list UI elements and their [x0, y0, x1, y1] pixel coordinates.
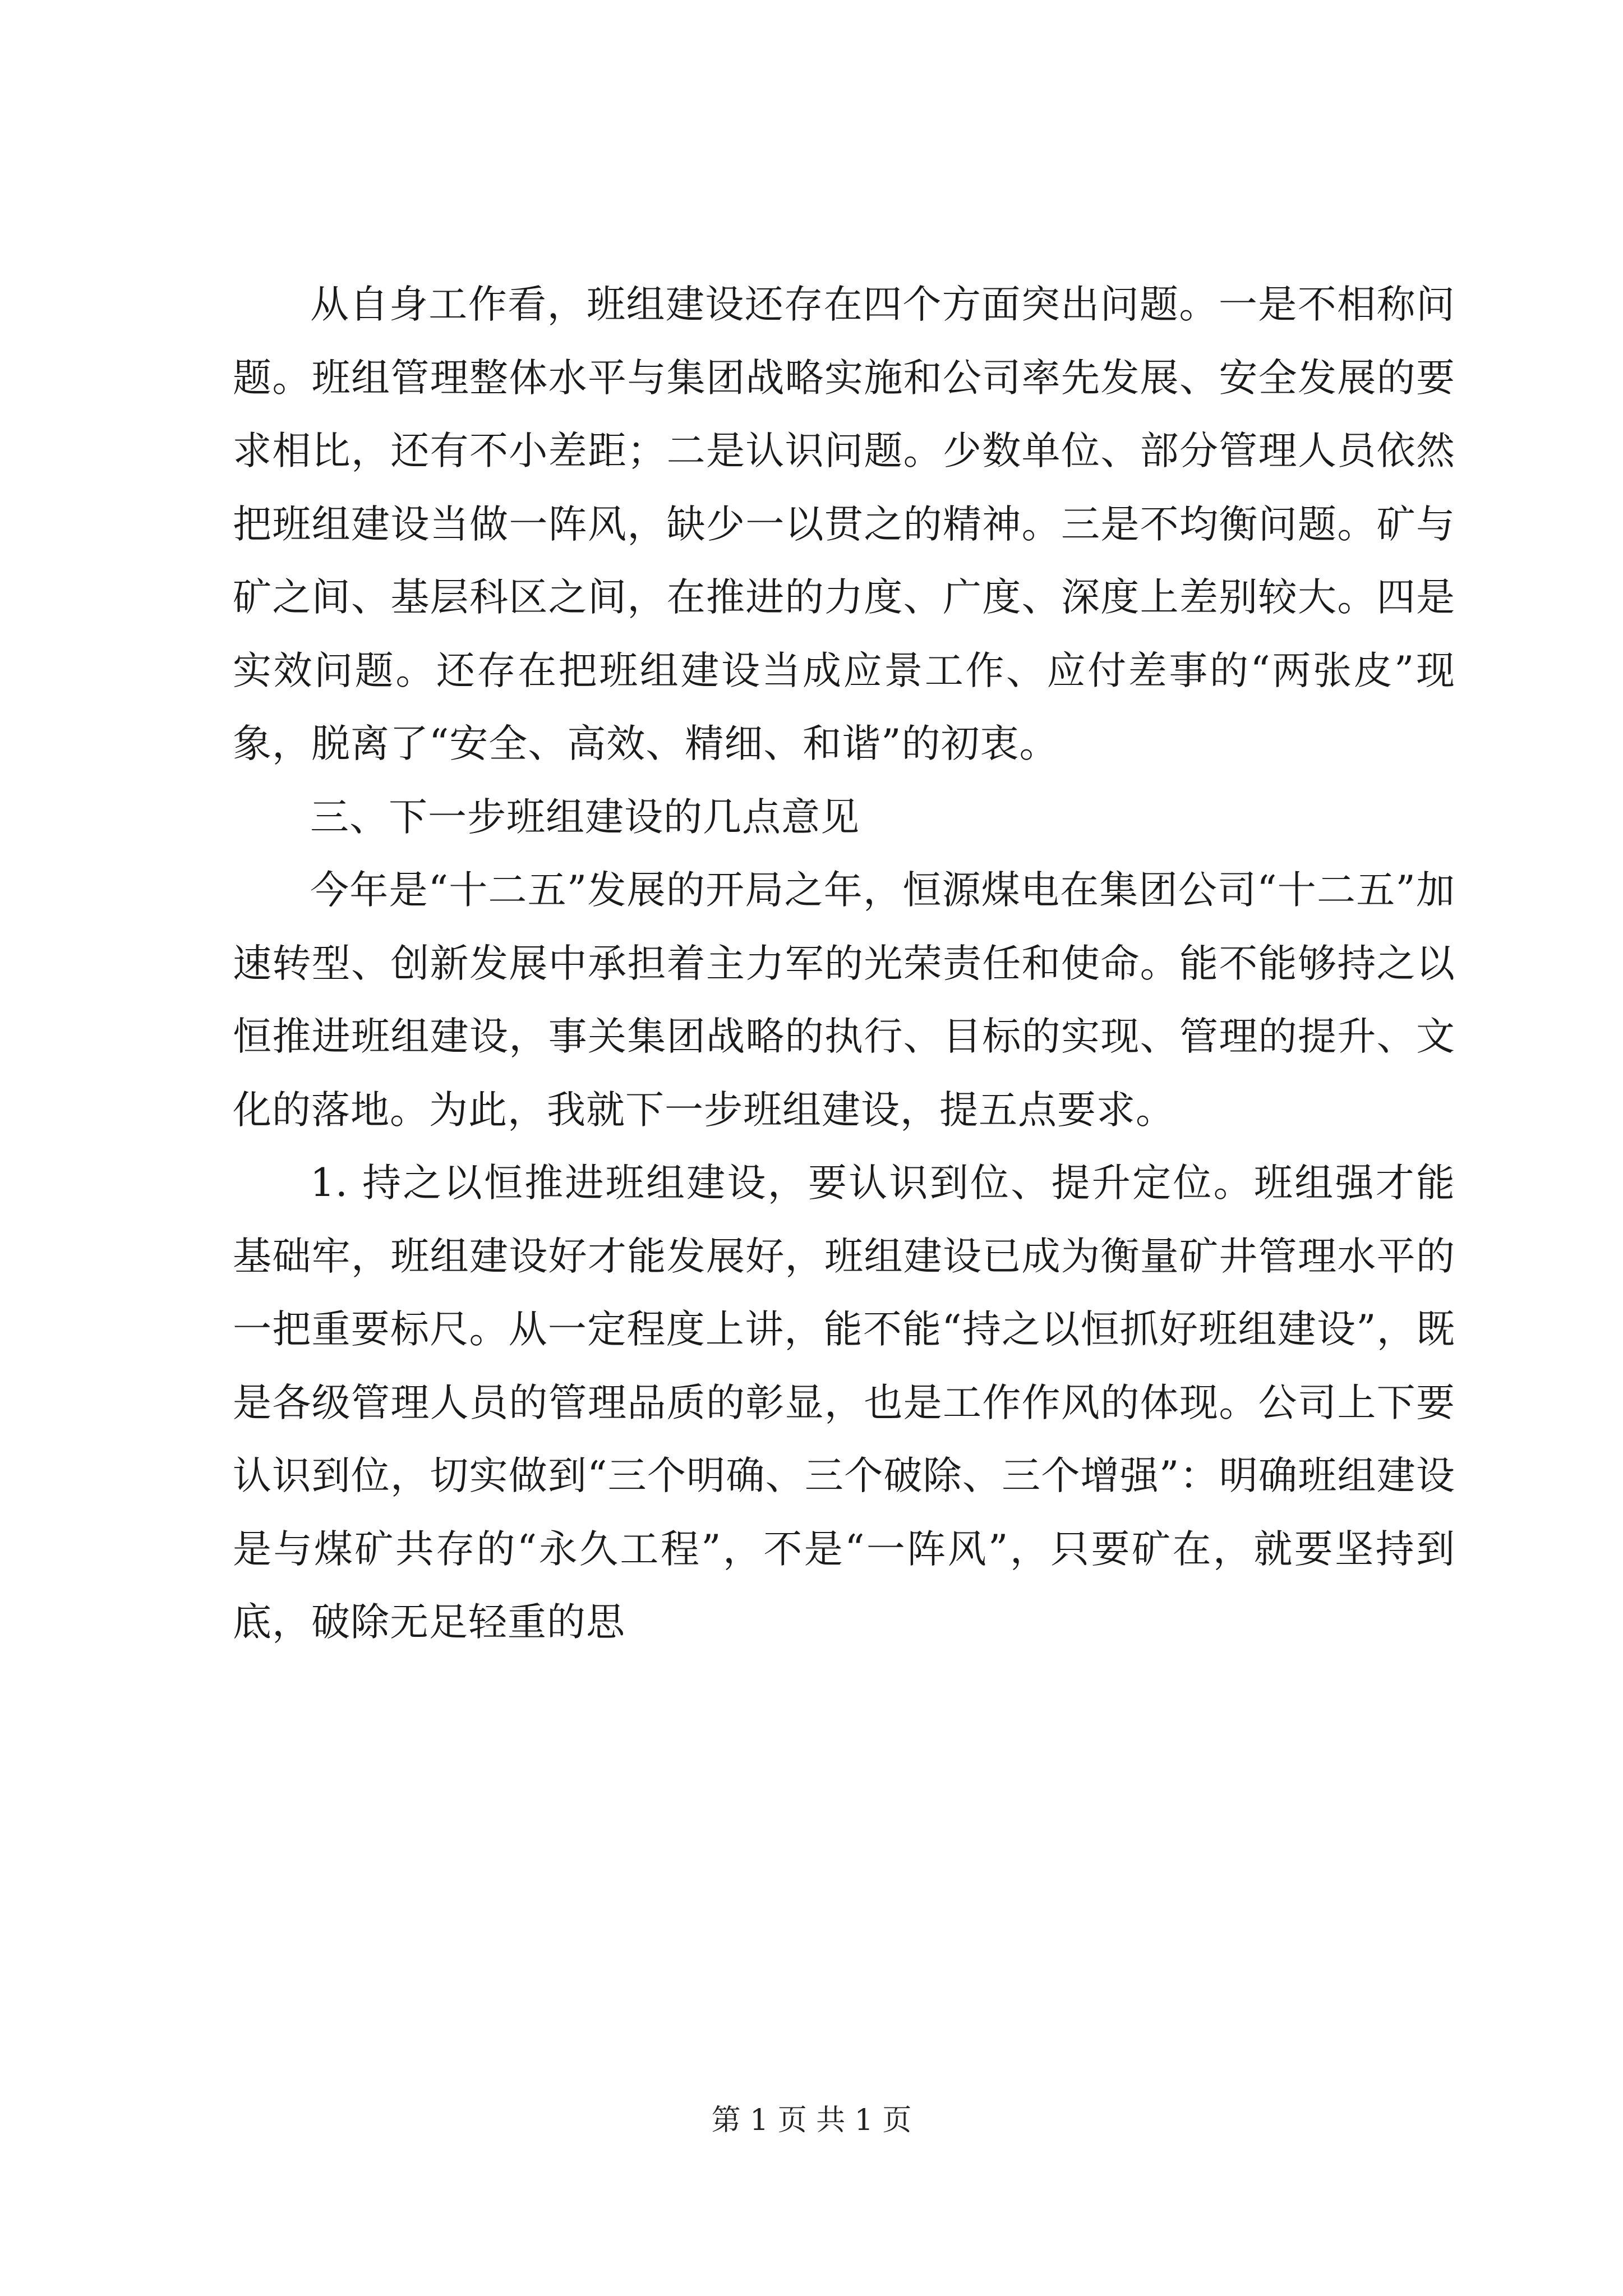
page-number: 第 1 页 共 1 页: [711, 2104, 912, 2137]
document-body: [233, 268, 1455, 1659]
paragraph-this-year: 今年是“十二五”发展的开局之年，恒源煤电在集团公司“十二五”加速转型、创新发展中承担着主力军的光荣责任和使命。能不能够持之以恒推进班组建设，事关集团战略的执行、目标的实现、管理的提升、文化的落地。为此，我就下一步班组建设，提五点要求。: [233, 868, 1455, 1133]
section-heading: 三、下一步班组建设的几点意见: [310, 794, 860, 840]
paragraph-problems: 从自身工作看，班组建设还存在四个方面突出问题。一是不相称问题。班组管理整体水平与集团战略实施和公司率先发展、安全发展的要求相比，还有不小差距；二是认识问题。少数单位、部分管理人员依然把班组建设当做一阵风，缺少一以贯之的精神。三是不均衡问题。矿与矿之间、基层科区之间，在推进的力度、广度、深度上差别较大。四是实效问题。还存在把班组建设当成应景工作、应付差事的“两张皮”现象，脱离了“安全、高效、精细、和谐”的初衷。: [233, 282, 1455, 766]
paragraph-requirement-1: 1. 持之以恒推进班组建设，要认识到位、提升定位。班组强才能基础牢，班组建设好才能发展好，班组建设已成为衡量矿井管理水平的一把重要标尺。从一定程度上讲，能不能“持之以恒抓好班组建设”，既是各级管理人员的管理品质的彰显，也是工作作风的体现。公司上下要认识到位，切实做到“三个明确、三个破除、三个增强”：明确班组建设是与煤矿共存的“永久工程”，不是“一阵风”，只要矿在，就要坚持到底，破除无足轻重的思: [233, 1161, 1455, 1645]
